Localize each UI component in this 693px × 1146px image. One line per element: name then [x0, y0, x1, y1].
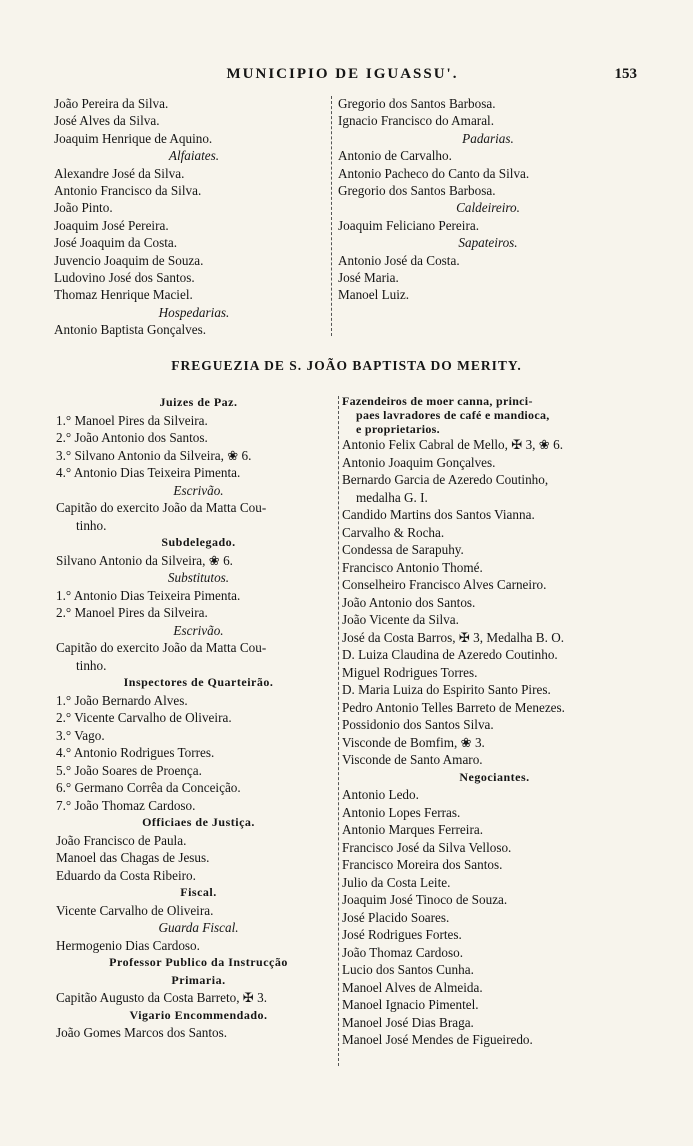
entry-line: Francisco Moreira dos Santos.: [342, 857, 503, 872]
page-number: 153: [614, 66, 637, 82]
entry-line: José da Costa Barros, ✠ 3, Medalha B. O.: [342, 629, 565, 645]
entry-line: 6.° Germano Corrêa da Conceição.: [56, 780, 241, 795]
entry-line: Eduardo da Costa Ribeiro.: [56, 867, 196, 883]
entry-line: 4.° Antonio Dias Teixeira Pimenta.: [56, 465, 241, 480]
entry-line: Gregorio dos Santos Barbosa.: [338, 183, 496, 199]
entry-line: Possidonio dos Santos Silva.: [342, 717, 494, 732]
entry-line: Manoel José Dias Braga.: [342, 1014, 474, 1030]
entry-line: Joaquim Henrique de Aquino.: [54, 130, 213, 146]
entry-line: José Maria.: [338, 270, 399, 286]
running-title: MUNICIPIO DE IGUASSU'.: [226, 66, 459, 82]
section-heading: Sapateiros.: [458, 235, 518, 251]
entry-line: José Joaquim da Costa.: [54, 235, 178, 251]
entry-line: Joaquim José Tinoco de Souza.: [342, 892, 508, 907]
entry-line: medalha G. I.: [356, 489, 428, 505]
entry-line: Lucio dos Santos Cunha.: [342, 962, 474, 977]
entry-line: 5.° João Soares de Proença.: [56, 762, 202, 778]
entry-line: D. Maria Luiza do Espirito Santo Pires.: [342, 682, 551, 697]
entry-line: 7.° João Thomaz Cardoso.: [56, 797, 196, 813]
section-heading: Subdelegado.: [161, 535, 236, 549]
entry-line: Antonio José da Costa.: [338, 252, 460, 268]
parish-title: FREGUEZIA DE S. JOÃO BAPTISTA DO MERITY.: [171, 358, 522, 373]
section-heading: Fiscal.: [180, 885, 217, 899]
section-heading: Primaria.: [171, 972, 226, 987]
entry-line: Francisco José da Silva Velloso.: [342, 839, 512, 855]
entry-line: Miguel Rodrigues Torres.: [342, 664, 478, 680]
entry-line: Antonio Felix Cabral de Mello, ✠ 3, ❀ 6.: [342, 437, 563, 452]
section-heading: Inspectores de Quarteirão.: [123, 675, 274, 689]
entry-line: João Gomes Marcos dos Santos.: [56, 1025, 228, 1040]
entry-line: Ignacio Francisco do Amaral.: [338, 113, 495, 129]
entry-line: 1.° Manoel Pires da Silveira.: [56, 412, 208, 428]
section-heading: paes lavradores de café e mandioca,: [356, 408, 550, 422]
entry-line: Juvencio Joaquim de Souza.: [54, 252, 204, 268]
bottom-left-column: [56, 394, 341, 1042]
entry-line: Antonio de Carvalho.: [338, 148, 452, 164]
entry-line: Gregorio dos Santos Barbosa.: [338, 96, 496, 111]
entry-line: Antonio Francisco da Silva.: [54, 183, 202, 199]
entry-line: Vicente Carvalho de Oliveira.: [56, 902, 214, 918]
entry-line: 3.° Silvano Antonio da Silveira, ❀ 6.: [56, 447, 252, 463]
entry-line: Manoel José Mendes de Figueiredo.: [342, 1032, 533, 1047]
bottom-right-column: [342, 394, 647, 1049]
entry-line: Julio da Costa Leite.: [342, 874, 451, 890]
entry-line: tinho.: [76, 657, 107, 673]
entry-line: 2.° Manoel Pires da Silveira.: [56, 605, 208, 620]
top-left-column: [54, 95, 334, 339]
entry-line: Capitão Augusto da Costa Barreto, ✠ 3.: [56, 990, 268, 1005]
section-heading: Alfaiates.: [168, 148, 220, 164]
entry-line: Manoel Luiz.: [338, 287, 410, 303]
entry-line: Visconde de Bomfim, ❀ 3.: [342, 734, 485, 750]
entry-line: Bernardo Garcia de Azeredo Coutinho,: [342, 472, 549, 487]
page-header: [48, 66, 637, 88]
section-heading: Negociantes.: [459, 769, 530, 784]
entry-line: Antonio Ledo.: [342, 787, 419, 802]
entry-line: Capitão do exercito João da Matta Cou-: [56, 500, 267, 515]
section-heading: e proprietarios.: [356, 422, 440, 436]
entry-line: José Placido Soares.: [342, 909, 450, 925]
section-heading: Professor Publico da Instrucção: [109, 955, 288, 969]
entry-line: Ludovino José dos Santos.: [54, 270, 195, 286]
entry-line: José Alves da Silva.: [54, 113, 160, 129]
section-heading: Officiaes de Justiça.: [142, 815, 255, 829]
section-heading: Caldeireiro.: [456, 200, 520, 216]
entry-line: Visconde de Santo Amaro.: [342, 752, 483, 767]
entry-line: Antonio Lopes Ferras.: [342, 804, 461, 820]
entry-line: Conselheiro Francisco Alves Carneiro.: [342, 577, 547, 592]
entry-line: Capitão do exercito João da Matta Cou-: [56, 640, 267, 655]
entry-line: Joaquim José Pereira.: [54, 217, 169, 233]
section-heading: Substitutos.: [167, 570, 230, 585]
section-heading: Vigario Encommendado.: [129, 1007, 268, 1022]
top-right-column: [338, 95, 638, 304]
entry-line: 3.° Vago.: [56, 727, 105, 743]
entry-line: Antonio Joaquim Gonçalves.: [342, 454, 496, 470]
entry-line: João Francisco de Paula.: [56, 832, 187, 848]
section-heading: Escrivão.: [173, 482, 224, 498]
entry-line: Silvano Antonio da Silveira, ❀ 6.: [56, 552, 233, 568]
entry-line: Pedro Antonio Telles Barreto de Menezes.: [342, 699, 565, 715]
entry-line: Thomaz Henrique Maciel.: [54, 287, 193, 303]
entry-line: Carvalho & Rocha.: [342, 524, 445, 540]
entry-line: tinho.: [76, 517, 107, 533]
entry-line: João Pereira da Silva.: [54, 96, 169, 111]
entry-line: 1.° João Bernardo Alves.: [56, 692, 188, 708]
entry-line: José Rodrigues Fortes.: [342, 927, 462, 942]
section-heading: Escrivão.: [173, 622, 224, 638]
entry-line: 2.° João Antonio dos Santos.: [56, 430, 208, 445]
section-heading: Hospedarias.: [158, 304, 230, 320]
entry-line: Antonio Baptista Gonçalves.: [54, 322, 206, 338]
entry-line: João Antonio dos Santos.: [342, 594, 476, 610]
section-heading: Fazendeiros de moer canna, princi-: [342, 394, 533, 408]
entry-line: Hermogenio Dias Cardoso.: [56, 937, 200, 953]
entry-line: Alexandre José da Silva.: [54, 165, 185, 181]
entry-line: 2.° Vicente Carvalho de Oliveira.: [56, 710, 232, 725]
entry-line: 4.° Antonio Rodrigues Torres.: [56, 745, 215, 760]
entry-line: Antonio Marques Ferreira.: [342, 822, 483, 837]
entry-line: Manoel Alves de Almeida.: [342, 979, 483, 995]
entry-line: Candido Martins dos Santos Vianna.: [342, 507, 535, 522]
entry-line: Manoel das Chagas de Jesus.: [56, 850, 210, 865]
entry-line: Antonio Pacheco do Canto da Silva.: [338, 165, 530, 181]
entry-line: Francisco Antonio Thomé.: [342, 559, 483, 575]
entry-line: João Thomaz Cardoso.: [342, 944, 463, 960]
section-heading: Guarda Fiscal.: [158, 920, 239, 935]
entry-line: 1.° Antonio Dias Teixeira Pimenta.: [56, 587, 241, 603]
section-heading: Padarias.: [462, 130, 514, 146]
entry-line: Manoel Ignacio Pimentel.: [342, 997, 479, 1012]
entry-line: João Vicente da Silva.: [342, 612, 459, 627]
entry-line: Condessa de Sarapuhy.: [342, 542, 464, 557]
entry-line: João Pinto.: [54, 200, 113, 216]
section-heading: Juizes de Paz.: [159, 395, 238, 409]
entry-line: D. Luiza Claudina de Azeredo Coutinho.: [342, 647, 558, 662]
entry-line: Joaquim Feliciano Pereira.: [338, 217, 479, 233]
